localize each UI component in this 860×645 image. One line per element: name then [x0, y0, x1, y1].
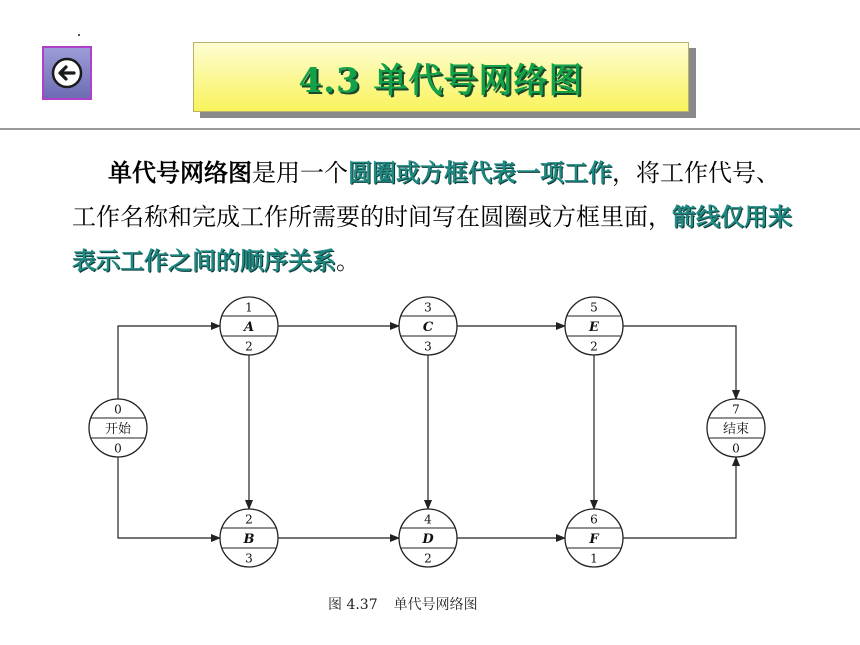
- node-name: C: [422, 320, 434, 335]
- node-id: 3: [424, 300, 432, 315]
- arrow-6-to-7: [623, 457, 736, 538]
- highlight-arrow-meaning: 箭线仅用来表示工作之间的顺序关系: [72, 202, 792, 275]
- node-duration: 3: [424, 339, 432, 354]
- node-7: [707, 399, 765, 457]
- node-duration: 3: [245, 551, 253, 566]
- definition-paragraph: [72, 151, 792, 283]
- back-button[interactable]: [42, 46, 92, 100]
- arrow-5-to-7: [623, 326, 736, 399]
- node-id: 7: [732, 402, 740, 417]
- paragraph-text-1: 是用一个: [252, 159, 348, 187]
- node-duration: 0: [114, 441, 122, 456]
- header-divider: [0, 128, 860, 130]
- node-id: 6: [590, 512, 598, 527]
- node-name: 开始: [104, 422, 132, 437]
- node-2: [220, 509, 278, 567]
- highlight-node-meaning: 圆圈或方框代表一项工作: [348, 158, 612, 187]
- node-name: 结束: [722, 422, 750, 437]
- node-name: F: [589, 532, 599, 547]
- node-duration: 2: [590, 339, 598, 354]
- node-id: 1: [245, 300, 253, 315]
- node-id: 5: [590, 300, 598, 315]
- node-3: [399, 297, 457, 355]
- node-5: [565, 297, 623, 355]
- decorative-dot: [78, 34, 80, 36]
- arrow-0-to-2: [118, 457, 220, 538]
- node-4: [399, 509, 457, 567]
- node-6: [565, 509, 623, 567]
- figure-number: 图 4.37: [328, 597, 378, 613]
- paragraph-text-2: ，将工作代号、工作名称和完成工作所需要的时间写在圆圈或方框里面，: [72, 159, 780, 231]
- node-name: D: [422, 532, 434, 547]
- node-duration: 0: [732, 441, 740, 456]
- node-duration: 2: [424, 551, 432, 566]
- left-arrow-icon: [51, 57, 83, 89]
- title-banner: [193, 42, 689, 112]
- node-duration: 2: [245, 339, 253, 354]
- node-id: 2: [245, 512, 253, 527]
- node-name: A: [243, 320, 255, 335]
- node-0: [89, 399, 147, 457]
- figure-title: 单代号网络图: [393, 597, 478, 613]
- node-id: 0: [114, 402, 122, 417]
- node-name: B: [243, 532, 255, 547]
- network-diagram: [70, 290, 770, 580]
- defined-term: 单代号网络图: [108, 158, 252, 187]
- paragraph-text-3: 。: [336, 247, 360, 275]
- node-id: 4: [424, 512, 432, 527]
- node-1: [220, 297, 278, 355]
- node-name: E: [589, 320, 599, 335]
- figure-caption: [328, 594, 478, 614]
- arrow-0-to-1: [118, 326, 220, 399]
- page-title: 4.3 单代号网络图: [298, 60, 584, 101]
- node-duration: 1: [590, 551, 598, 566]
